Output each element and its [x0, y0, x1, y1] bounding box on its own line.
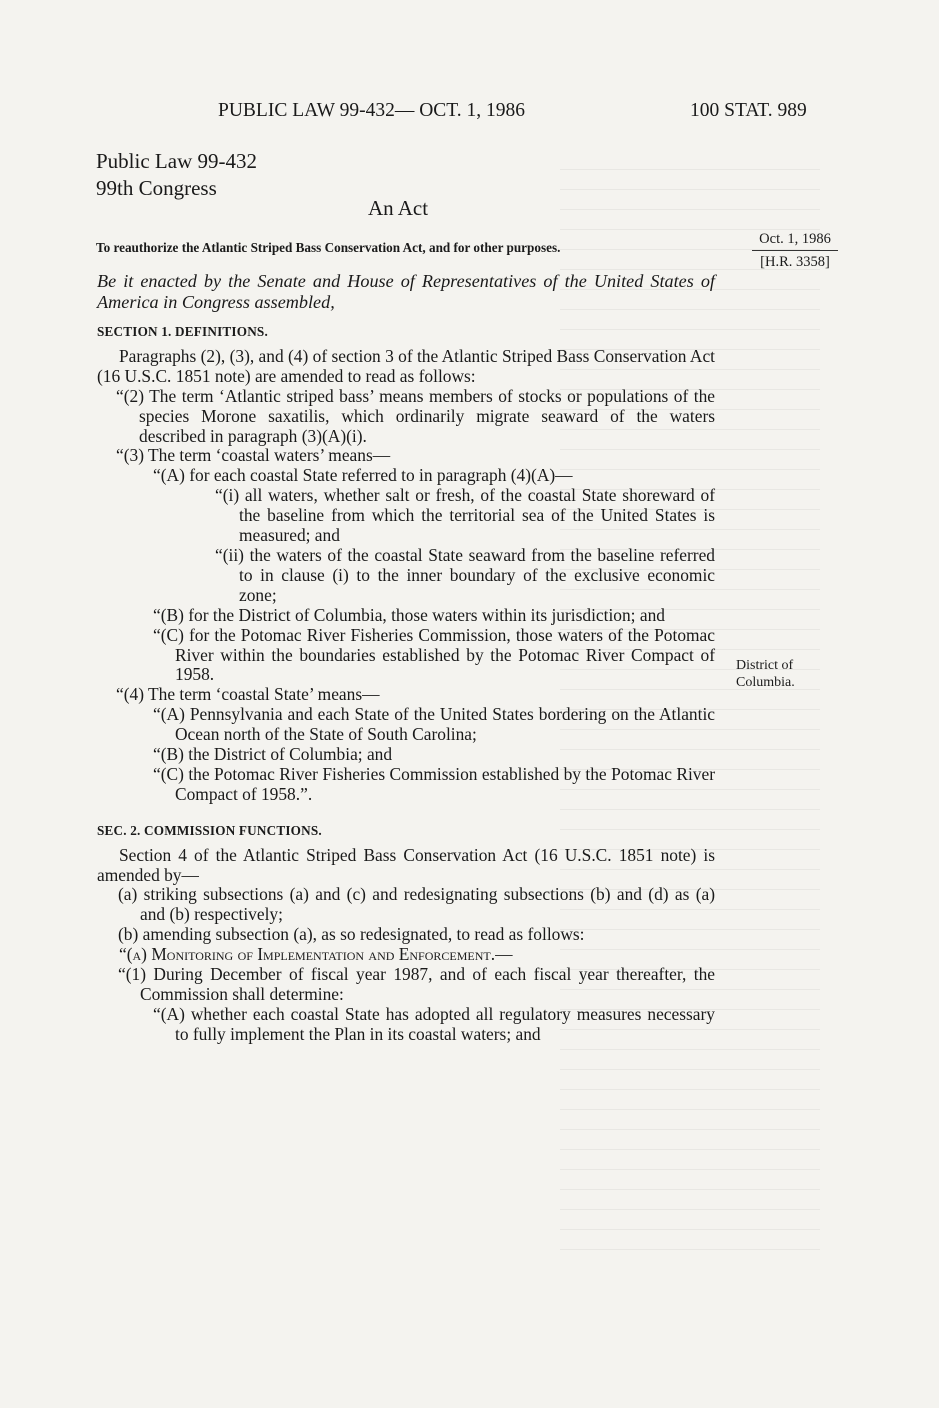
margin-note-line: District of: [736, 658, 794, 673]
body-text: [97, 271, 715, 1045]
margin-note-line: Columbia.: [736, 675, 795, 690]
subsection-a-heading: “(a) Monitoring of Implementation and Enforcement.—: [119, 944, 513, 965]
margin-rule: [752, 250, 838, 251]
section-2-clause-b: (b) amending subsection (a), as so redesignated, to read as follows:: [118, 924, 585, 945]
paragraph-4-C: “(C) the Potomac River Fisheries Commission established by the Potomac River Compact of 1958.”.: [153, 763, 715, 804]
act-title: An Act: [368, 196, 429, 220]
section-2-heading: SEC. 2. COMMISSION FUNCTIONS.: [97, 822, 322, 838]
paragraph-3-A-ii: “(ii) the waters of the coastal State seaward from the baseline referred to in clause (i) to the inner boundary of the exclusive economic zone;: [215, 544, 715, 605]
running-head: PUBLIC LAW 99-432— OCT. 1, 1986: [218, 100, 526, 121]
paragraph-4-B: “(B) the District of Columbia; and: [153, 744, 393, 765]
paragraph-2: “(2) The term ‘Atlantic striped bass’ means members of stocks or populations of the species Morone saxatilis, which ordinarily migrate seaward of the waters described in paragraph (3)(A)(i).: [116, 385, 715, 446]
paragraph-3: “(3) The term ‘coastal waters’ means—: [116, 445, 391, 466]
section-1-intro: Paragraphs (2), (3), and (4) of section 3 of the Atlantic Striped Bass Conservation Act (16 U.S.C. 1851 note) are amended to read as follows:: [97, 345, 715, 386]
public-law-title: [96, 148, 257, 202]
paragraph-4-A: “(A) Pennsylvania and each State of the United States bordering on the Atlantic Ocean north of the State of South Carolina;: [153, 704, 715, 745]
section-1-heading: SECTION 1. DEFINITIONS.: [97, 324, 268, 339]
section-2-intro: Section 4 of the Atlantic Striped Bass Conservation Act (16 U.S.C. 1851 note) is amended by—: [97, 844, 715, 885]
page-number: 100 STAT. 989: [690, 100, 807, 121]
paragraph-3-C: “(C) for the Potomac River Fisheries Commission, those waters of the Potomac River within the boundaries established by the Potomac River Compact of 1958.: [153, 624, 715, 685]
paragraph-3-A-i: “(i) all waters, whether salt or fresh, of the coastal State shoreward of the baseline from which the territorial sea of the United States is measured; and: [215, 485, 715, 546]
subsection-a-1-A: “(A) whether each coastal State has adopted all regulatory measures necessary to fully implement the Plan in its coastal waters; and: [153, 1003, 715, 1044]
subsection-a-1: “(1) During December of fiscal year 1987, and of each fiscal year thereafter, the Commission shall determine:: [118, 964, 715, 1004]
margin-date: Oct. 1, 1986: [759, 231, 831, 247]
paragraph-3-B: “(B) for the District of Columbia, those waters within its jurisdiction; and: [153, 604, 665, 625]
margin-date-block: [752, 230, 838, 272]
public-law-number: Public Law 99-432: [96, 149, 257, 173]
margin-note-district: [736, 657, 826, 691]
enacting-clause: Be it enacted by the Senate and House of Representatives of the United States of America in Congress assembled,: [97, 271, 715, 312]
paragraph-4: “(4) The term ‘coastal State’ means—: [116, 684, 380, 705]
act-purpose: To reauthorize the Atlantic Striped Bass Conservation Act, and for other purposes.: [96, 240, 561, 255]
paragraph-3-A: “(A) for each coastal State referred to in paragraph (4)(A)—: [153, 465, 573, 486]
section-2-clause-a: (a) striking subsections (a) and (c) and redesignating subsections (b) and (d) as (a) and (b) respectively;: [118, 884, 715, 925]
congress-number: 99th Congress: [96, 176, 217, 200]
margin-bill-number: [H.R. 3358]: [760, 254, 830, 270]
